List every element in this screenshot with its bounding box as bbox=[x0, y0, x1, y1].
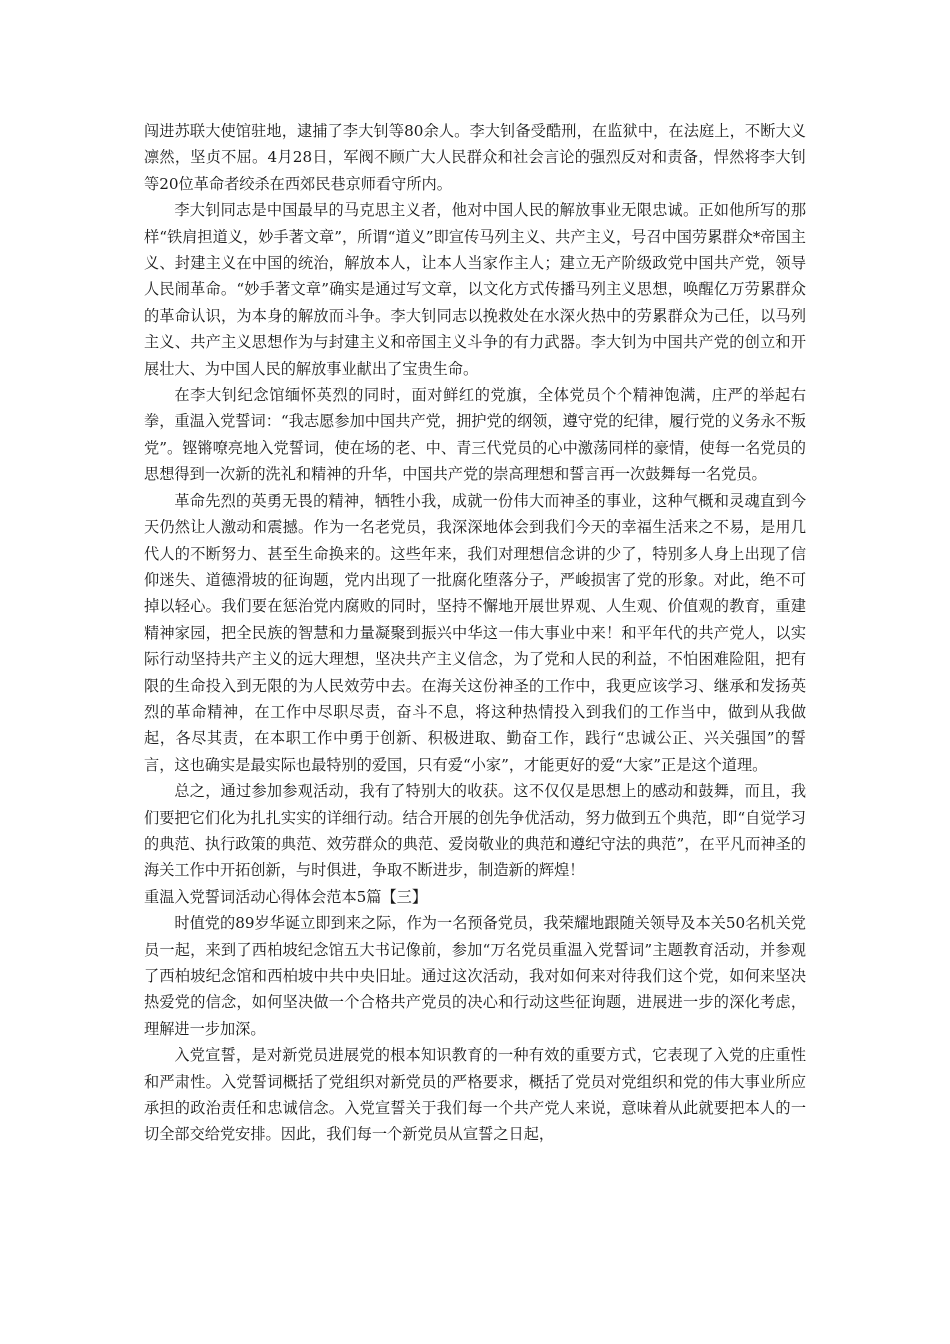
paragraph-continuation: 闯进苏联大使馆驻地，逮捕了李大钊等80余人。李大钊备受酷刑，在监狱中，在法庭上，不断大义凛然，坚贞不屈。4月28日，军阀不顾广大人民群众和社会言论的强烈反对和责备，悍然将李大钊等20位革命者绞杀在西郊民巷京师看守所内。 bbox=[144, 122, 806, 193]
paragraph-oath-meaning: 入党宣誓，是对新党员进展党的根本知识教育的一种有效的重要方式，它表现了入党的庄重性和严肃性。入党誓词概括了党组织对新党员的严格要求，概括了党员对党组织和党的伟大事业所应承担的政治责任和忠诚信念。入党宣誓关于我们每一个共产党人来说，意味着从此就要把本人的一切全部交给党安排。因此，我们每一个新党员从宣誓之日起， bbox=[144, 1046, 806, 1144]
paragraph-oath-memorial: 在李大钊纪念馆缅怀英烈的同时，面对鲜红的党旗，全体党员个个精神饱满，庄严的举起右拳，重温入党誓词：“我志愿参加中国共产党，拥护党的纲领，遵守党的纪律，履行党的义务永不叛党”。铿锵嘹亮地入党誓词，使在场的老、中、青三代党员的心中激荡同样的豪情，使每一名党员的思想得到一次新的洗礼和精神的升华，中国共产党的崇高理想和誓言再一次鼓舞每一名党员。 bbox=[144, 386, 806, 484]
paragraph-conclusion: 总之，通过参加参观活动，我有了特别大的收获。这不仅仅是思想上的感动和鼓舞，而且，我们要把它们化为扎扎实实的详细行动。结合开展的创先争优活动，努力做到五个典范，即“自觉学习的典范、执行政策的典范、效劳群众的典范、爱岗敬业的典范和遵纪守法的典范”，在平凡而神圣的海关工作中开拓创新，与时俱进，争取不断进步，制造新的辉煌！ bbox=[144, 782, 806, 880]
paragraph-li-dazhao-marxist: 李大钊同志是中国最早的马克思主义者，他对中国人民的解放事业无限忠诚。正如他所写的那样“铁肩担道义，妙手著文章”，所谓“道义”即宣传马列主义、共产主义，号召中国劳累群众*帝国主义、封建主义在中国的统治，解放本人，让本人当家作主人；建立无产阶级政党中国共产党，领导人民闹革命。“妙手著文章”确实是通过写文章，以文化方式传播马列主义思想，唤醒亿万劳累群众的革命认识，为本身的解放而斗争。李大钊同志以挽救处在水深火热中的劳累群众为己任，以马列主义、共产主义思想作为与封建主义和帝国主义斗争的有力武器。李大钊为中国共产党的创立和开展壮大、为中国人民的解放事业献出了宝贵生命。 bbox=[144, 201, 806, 378]
paragraph-xibaipo-visit: 时值党的89岁华诞立即到来之际，作为一名预备党员，我荣耀地跟随关领导及本关50名机关党员一起，来到了西柏坡纪念馆五大书记像前，参加“万名党员重温入党誓词”主题教育活动，并参观了西柏坡纪念馆和西柏坡中共中央旧址。通过这次活动，我对如何来对待我们这个党，如何来坚决热爱党的信念，如何坚决做一个合格共产党员的决心和行动这些征询题，进展进一步的深化考虑，理解进一步加深。 bbox=[144, 914, 806, 1038]
document-body bbox=[144, 118, 806, 1148]
paragraph-revolutionary-spirit: 革命先烈的英勇无畏的精神，牺牲小我，成就一份伟大而神圣的事业，这种气概和灵魂直到今天仍然让人激动和震撼。作为一名老党员，我深深地体会到我们今天的幸福生活来之不易，是用几代人的不断努力、甚至生命换来的。这些年来，我们对理想信念讲的少了，特别多人身上出现了信仰迷失、道德滑坡的征询题，党内出现了一批腐化堕落分子，严峻损害了党的形象。对此，绝不可掉以轻心。我们要在惩治党内腐败的同时，坚持不懈地开展世界观、人生观、价值观的教育，重建精神家园，把全民族的智慧和力量凝聚到振兴中华这一伟大事业中来！和平年代的共产党人，以实际行动坚持共产主义的远大理想，坚决共产主义信念，为了党和人民的利益，不怕困难险阻，把有限的生命投入到无限的为人民效劳中去。在海关这份神圣的工作中，我更应该学习、继承和发扬英烈的革命精神，在工作中尽职尽责，奋斗不息，将这种热情投入到我们的工作当中，做到从我做起，各尽其责，在本职工作中勇于创新、积极进取、勤奋工作，践行“忠诚公正、兴关强国”的誓言，这也确实是最实际也最特别的爱国，只有爱“小家”，才能更好的爱“大家”正是这个道理。 bbox=[144, 491, 806, 774]
section-heading: 重温入党誓词活动心得体会范本5篇【三】 bbox=[144, 887, 428, 906]
